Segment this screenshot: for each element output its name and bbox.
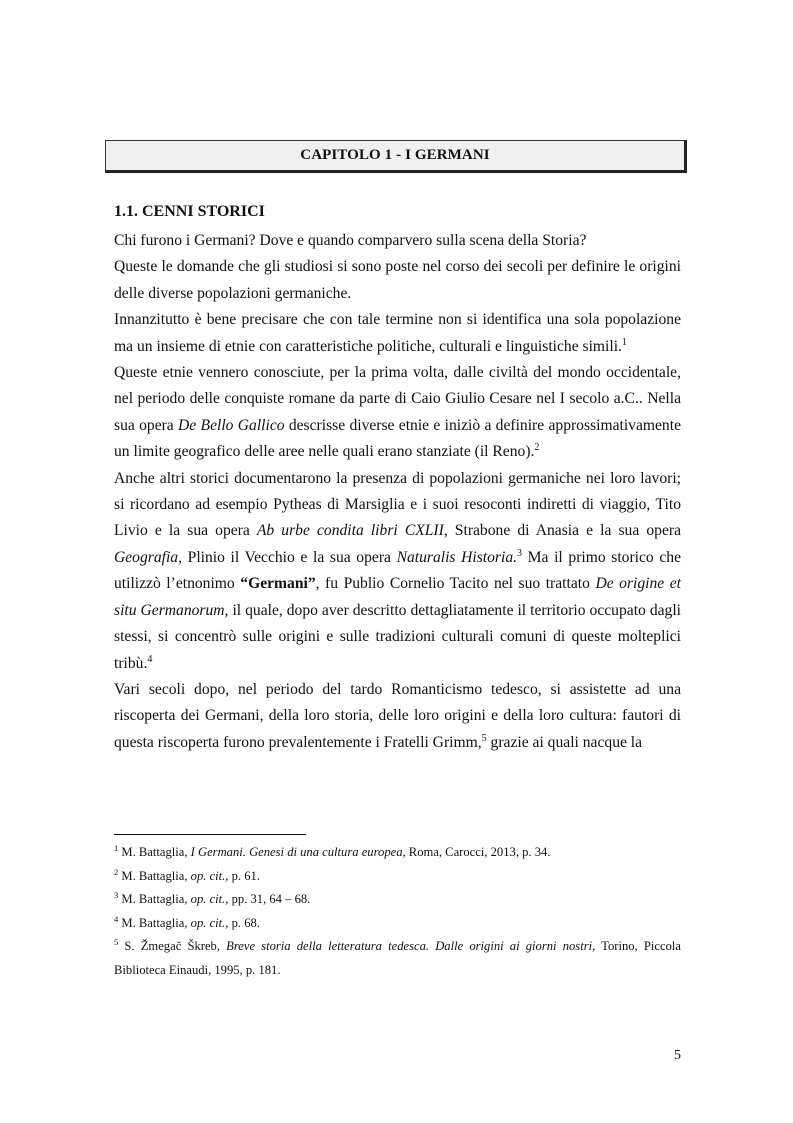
paragraph-2: Queste le domande che gli studiosi si sono poste nel corso dei secoli per definire le origini delle diverse popolazioni germaniche. <box>114 258 681 302</box>
page-number: 5 <box>674 1048 681 1063</box>
paragraph-4: Queste etnie vennero conosciute, per la prima volta, dalle civiltà del mondo occidentale, nel periodo delle conquiste romane da parte di Caio Giulio Cesare nel I secolo a.C.. Nella sua opera De Bello Gallico descrisse diverse etnie e iniziò a definire approssimativamente un limite geografico delle aree nelle quali erano stanziate (il Reno).$^2$ <box>114 364 681 461</box>
chapter-title: CAPITOLO 1 - I GERMANI <box>300 147 490 163</box>
footnote-ref-2[interactable]: 2 <box>534 442 540 454</box>
paragraph-5: Anche altri storici documentarono la presenza di popolazioni germaniche nei loro lavori; si ricordano ad esempio Pytheas di Marsiglia e i suoi resoconti indiretti di viaggio, Tito Livio e la sua opera Ab urbe condita libri CXLII, Strabone di Anasia e la sua opera Geografia, Plinio il Vecchio e la sua opera Naturalis Historia.$^3$ Ma il primo storico che utilizzò l’etnonimo “Germani”, fu Publio Cornelio Tacito nel suo trattato De origine et situ Germanorum, il quale, dopo aver descritto dettagliatamente il territorio occupato dagli stessi, si concentrò sulle origini e sulle tradizioni culturali comuni di queste molteplici tribù.$^4$ <box>114 469 682 672</box>
footnote-ref-4[interactable]: 4 <box>147 653 153 665</box>
footnote-5: $^5$ S. Žmegač Škreb, Breve storia della letteratura tedesca. Dalle origini ai giorni nostri, Torino, Piccola Biblioteca Einaudi, 1995, p. 181. <box>114 937 681 977</box>
footnote-3: $^3$ M. Battaglia, op. cit., pp. 31, 64 – 68. <box>114 890 311 907</box>
body-text <box>114 228 681 756</box>
footnote-2: $^2$ M. Battaglia, op. cit., p. 61. <box>114 866 260 883</box>
footnote-separator <box>114 834 306 835</box>
footnote-1: $^1$ M. Battaglia, I Germani. Genesi di una cultura europea, Roma, Carocci, 2013, p. 34. <box>114 843 551 859</box>
section-heading: 1.1. CENNI STORICI <box>114 203 265 220</box>
paragraph-6: Vari secoli dopo, nel periodo del tardo Romanticismo tedesco, si assistette ad una riscoperta dei Germani, della loro storia, delle loro origini e della loro cultura: fautori di questa riscoperta furono prevalentemente i Fratelli Grimm,$^5$ grazie ai quali nacque la <box>114 680 681 751</box>
footnotes <box>114 841 681 983</box>
chapter-title-box <box>105 140 687 173</box>
footnote-ref-5[interactable]: 5 <box>481 732 487 744</box>
paragraph-1: Chi furono i Germani? Dove e quando comparvero sulla scena della Storia? <box>114 232 587 249</box>
footnote-ref-1[interactable]: 1 <box>621 336 627 348</box>
paragraph-3: Innanzitutto è bene precisare che con tale termine non si identifica una sola popolazione ma un insieme di etnie con caratteristiche politiche, culturali e linguistiche simili.$^1$ <box>114 311 681 355</box>
footnote-4: $^4$ M. Battaglia, op. cit., p. 68. <box>114 913 260 930</box>
footnote-ref-3[interactable]: 3 <box>517 547 523 559</box>
